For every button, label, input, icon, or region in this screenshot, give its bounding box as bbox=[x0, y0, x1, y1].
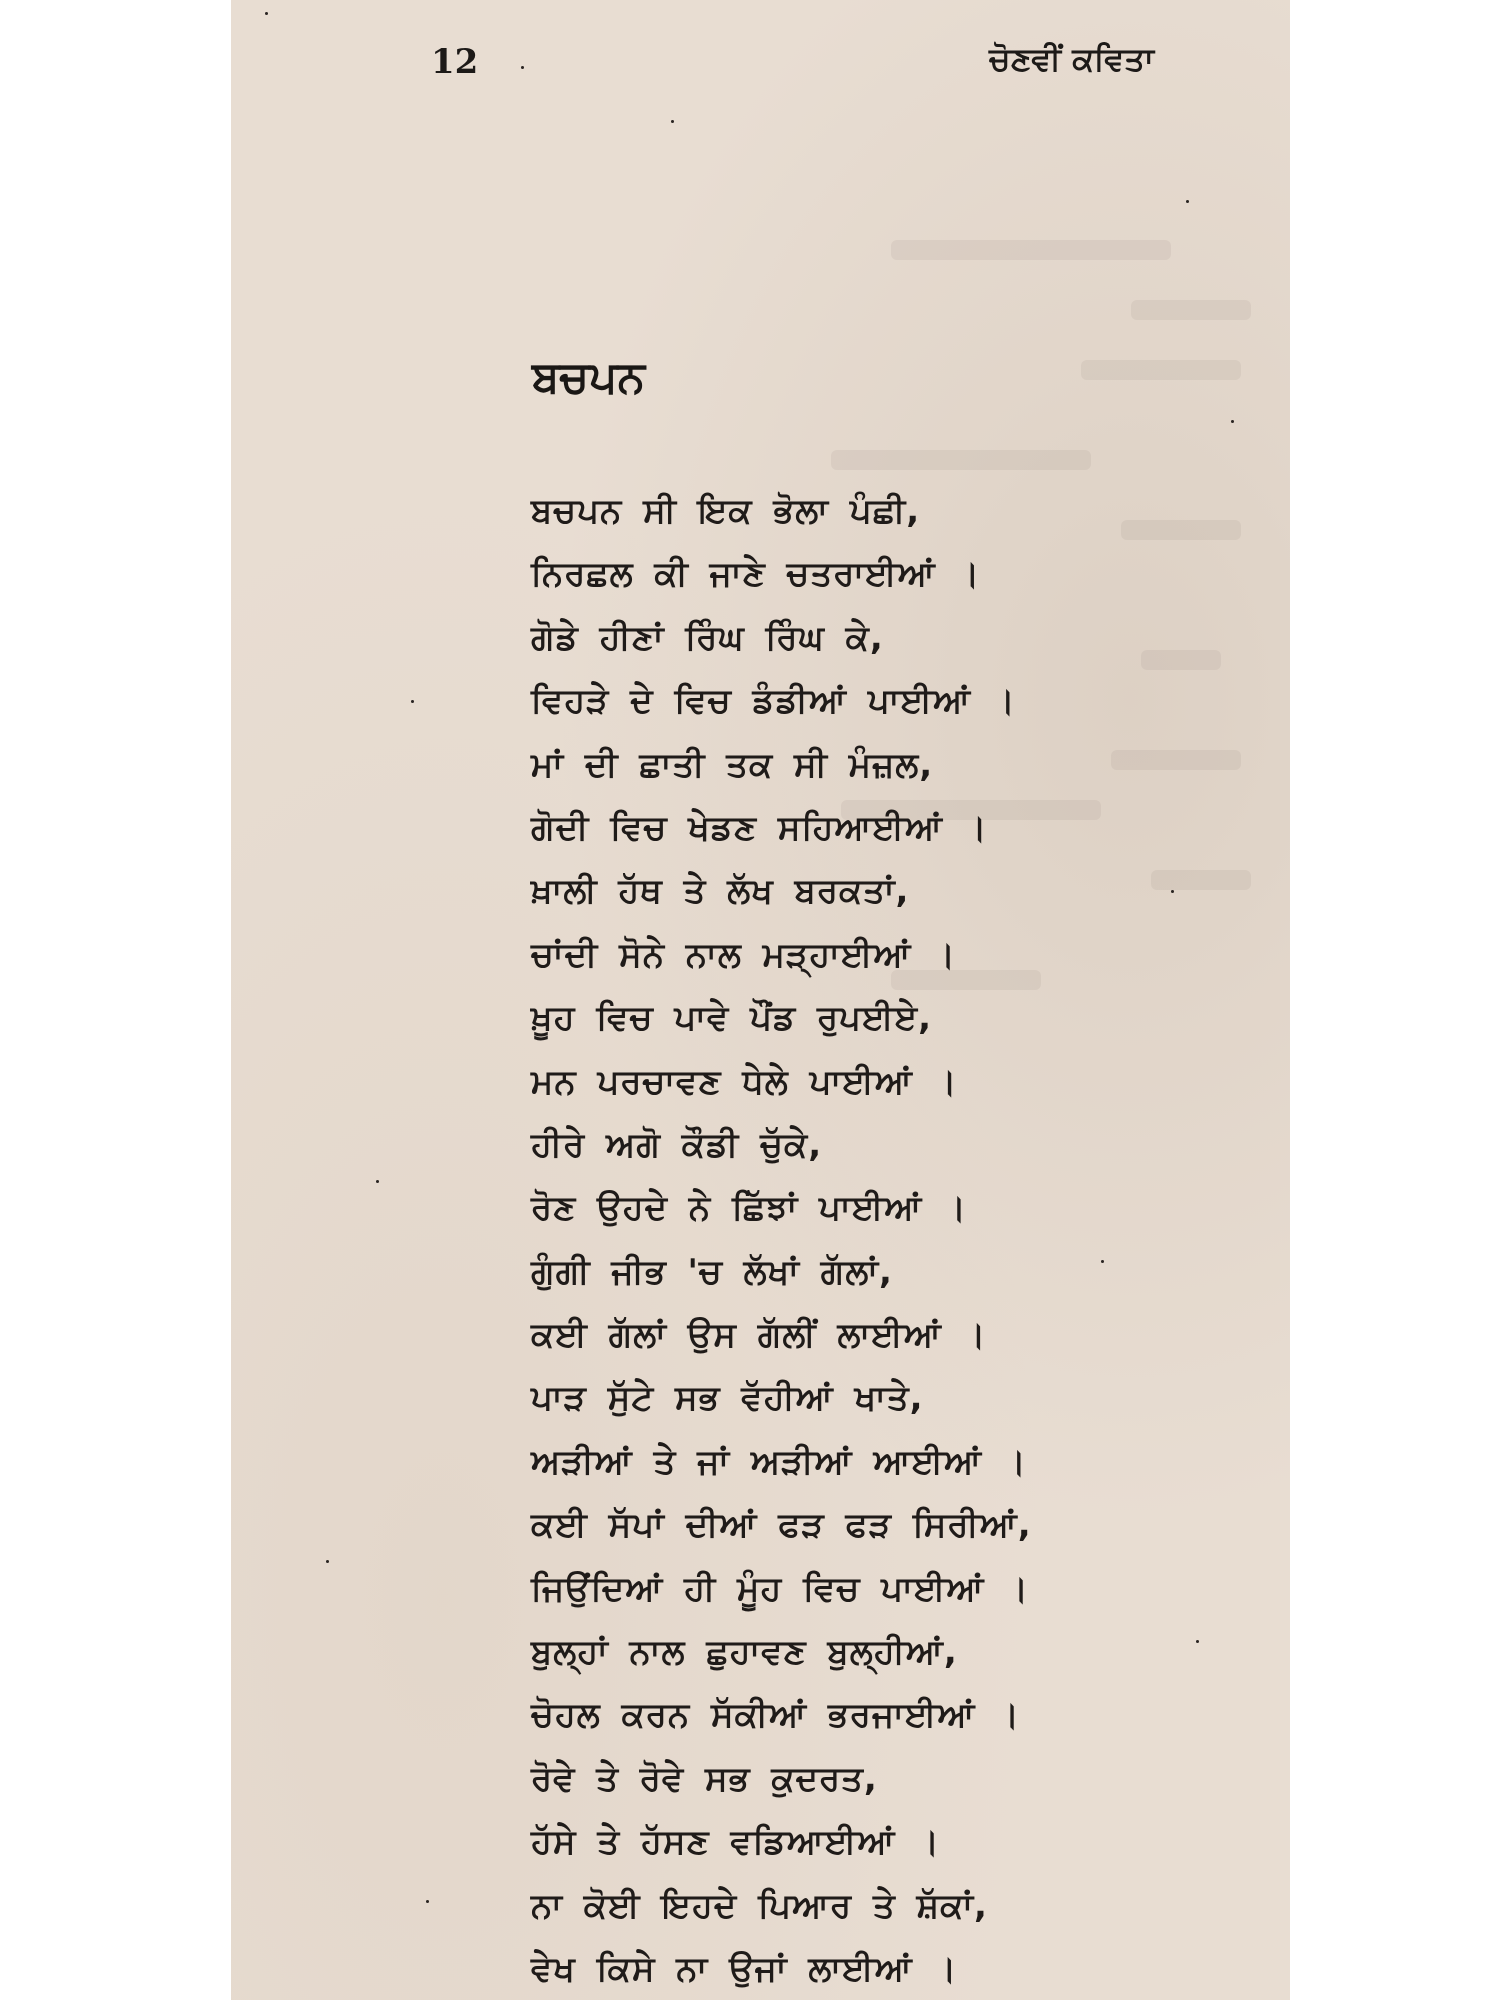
poem-line: ਰੋਵੇ ਤੇ ਰੋਵੇ ਸਭ ਕੁਦਰਤ, bbox=[531, 1758, 878, 1799]
paper-speck bbox=[1186, 200, 1189, 203]
poem-line: ਚਾਂਦੀ ਸੋਨੇ ਨਾਲ ਮੜ੍ਹਾਈਆਂ । bbox=[531, 934, 957, 975]
poem-line: ਗੋਦੀ ਵਿਚ ਖੇਡਣ ਸਹਿਆਈਆਂ । bbox=[531, 807, 988, 848]
paper-speck bbox=[1171, 890, 1174, 893]
poem-line: ਕਈ ਗੱਲਾਂ ਉਸ ਗੱਲੀਂ ਲਾਈਆਂ । bbox=[531, 1315, 987, 1356]
poem-line: ਗੋਡੇ ਹੀਣਾਂ ਰਿੰਘ ਰਿੰਘ ਕੇ, bbox=[531, 617, 884, 658]
poem-line: ਮਨ ਪਰਚਾਵਣ ਧੇਲੇ ਪਾਈਆਂ । bbox=[531, 1061, 958, 1102]
paper-speck bbox=[1196, 1640, 1199, 1643]
paper-speck bbox=[411, 700, 414, 703]
paper-speck bbox=[426, 1900, 429, 1903]
paper-speck bbox=[265, 12, 268, 15]
poem-line: ਹੱਸੇ ਤੇ ਹੱਸਣ ਵਡਿਆਈਆਂ । bbox=[531, 1822, 941, 1863]
page-number: 12 bbox=[431, 42, 479, 82]
poem-body bbox=[531, 480, 1032, 2000]
poem-line: ਖ਼ਾਲੀ ਹੱਥ ਤੇ ਲੱਖ ਬਰਕਤਾਂ, bbox=[531, 871, 910, 912]
paper-speck bbox=[521, 66, 524, 69]
poem-line: ਬਚਪਨ ਸੀ ਇਕ ਭੋਲਾ ਪੰਛੀ, bbox=[531, 491, 921, 531]
poem-line: ਬੁਲ੍ਹਾਂ ਨਾਲ ਛੁਹਾਵਣ ਬੁਲ੍ਹੀਆਂ, bbox=[531, 1632, 958, 1673]
poem-line: ਜਿਉਂਦਿਆਂ ਹੀ ਮੂੰਹ ਵਿਚ ਪਾਈਆਂ । bbox=[531, 1568, 1030, 1609]
poem-line: ਚੋਹਲ ਕਰਨ ਸੱਕੀਆਂ ਭਰਜਾਈਆਂ । bbox=[531, 1695, 1021, 1736]
paper-speck bbox=[326, 1560, 329, 1563]
poem-line: ਖ਼ੂਹ ਵਿਚ ਪਾਵੇ ਪੌਂਡ ਰੁਪਈਏ, bbox=[531, 998, 933, 1039]
paper-speck bbox=[1231, 420, 1234, 423]
paper-speck bbox=[671, 120, 674, 123]
poem-line: ਨਾ ਕੋਈ ਇਹਦੇ ਪਿਆਰ ਤੇ ਸ਼ੱਕਾਂ, bbox=[531, 1885, 988, 1926]
poem-line: ਗੁੰਗੀ ਜੀਭ 'ਚ ਲੱਖਾਂ ਗੱਲਾਂ, bbox=[531, 1251, 893, 1292]
poem-line: ਅੜੀਆਂ ਤੇ ਜਾਂ ਅੜੀਆਂ ਆਈਆਂ । bbox=[531, 1441, 1027, 1482]
poem-line: ਮਾਂ ਦੀ ਛਾਤੀ ਤਕ ਸੀ ਮੰਜ਼ਲ, bbox=[531, 744, 934, 785]
poem-line: ਰੋਣ ਉਹਦੇ ਨੇ ਛਿੱਝਾਂ ਪਾਈਆਂ । bbox=[531, 1188, 968, 1229]
poem-line: ਕਈ ਸੱਪਾਂ ਦੀਆਂ ਫੜ ਫੜ ਸਿਰੀਆਂ, bbox=[531, 1505, 1032, 1546]
paper-speck bbox=[376, 1180, 379, 1183]
running-header: ਚੋਣਵੀਂ ਕਵਿਤਾ bbox=[989, 40, 1154, 78]
book-page bbox=[231, 0, 1290, 2000]
poem-line: ਨਿਰਛਲ ਕੀ ਜਾਣੇ ਚਤਰਾਈਆਂ । bbox=[531, 554, 981, 595]
poem-line: ਵਿਹੜੇ ਦੇ ਵਿਚ ਡੰਡੀਆਂ ਪਾਈਆਂ । bbox=[531, 681, 1016, 722]
poem-title: ਬਚਪਨ bbox=[532, 352, 645, 403]
paper-speck bbox=[1101, 1260, 1104, 1263]
poem-line: ਵੇਖ ਕਿਸੇ ਨਾ ਉਜਾਂ ਲਾਈਆਂ । bbox=[531, 1948, 958, 1989]
poem-line: ਹੀਰੇ ਅਗੋ ਕੌਡੀ ਚੁੱਕੇ, bbox=[531, 1124, 823, 1165]
poem-line: ਪਾੜ ਸੁੱਟੇ ਸਭ ਵੱਹੀਆਂ ਖਾਤੇ, bbox=[531, 1378, 924, 1419]
